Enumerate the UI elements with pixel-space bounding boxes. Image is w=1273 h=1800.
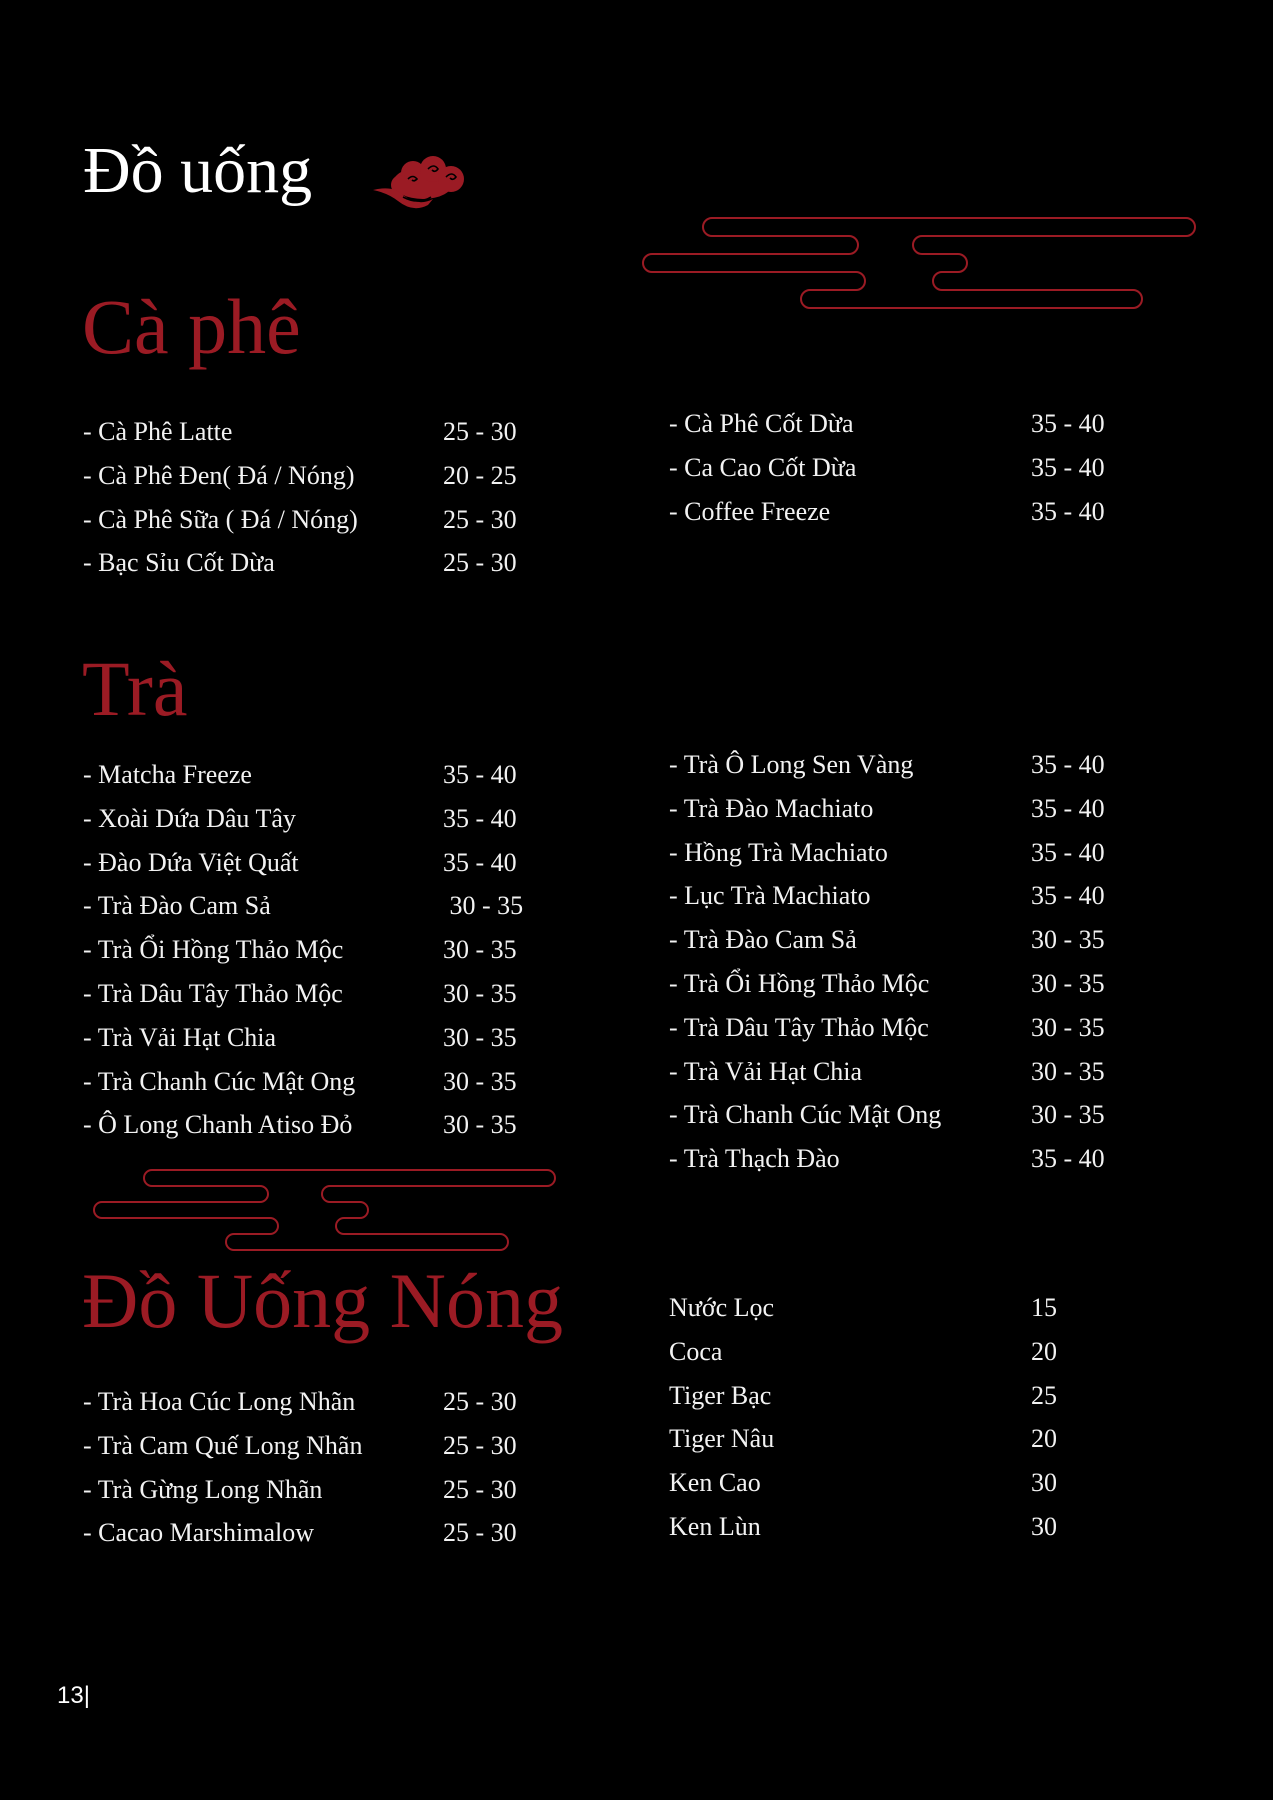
menu-item-name: Ken Lùn xyxy=(669,1511,761,1541)
menu-item-name: - Trà Đào Cam Sả xyxy=(83,891,271,921)
menu-item-name: - Cà Phê Đen( Đá / Nóng) xyxy=(83,460,355,490)
menu-item-price: 35 - 40 xyxy=(1031,793,1105,823)
menu-item-price: 30 - 35 xyxy=(443,1110,517,1140)
menu-item-price: 30 xyxy=(1031,1468,1057,1498)
menu-item-name: - Trà Vải Hạt Chia xyxy=(83,1022,277,1052)
section-heading-tea: Trà xyxy=(82,645,188,732)
menu-item-name: - Cacao Marshimalow xyxy=(83,1518,315,1548)
menu-item-price: 30 - 35 xyxy=(1031,925,1105,955)
menu-item-name: - Hồng Trà Machiato xyxy=(669,837,888,867)
menu-item-price: 30 - 35 xyxy=(1031,1012,1105,1042)
menu-item-name: - Bạc Sỉu Cốt Dừa xyxy=(83,548,275,578)
page-title: Đồ uống xyxy=(83,134,313,207)
menu-item-name: - Trà Dâu Tây Thảo Mộc xyxy=(83,978,343,1008)
menu-item-price: 25 - 30 xyxy=(443,1430,517,1460)
menu-item-name: - Cà Phê Cốt Dừa xyxy=(669,409,854,438)
menu-item-name: Nước Lọc xyxy=(669,1293,775,1322)
page-number: 13| xyxy=(57,1682,90,1709)
menu-item-price: 30 - 35 xyxy=(443,978,517,1008)
menu-item-price: 25 - 30 xyxy=(443,417,517,446)
menu-item-price: 30 - 35 xyxy=(443,1066,517,1096)
menu-item-price: 35 - 40 xyxy=(1031,881,1105,911)
menu-item-price: 20 - 25 xyxy=(443,460,517,490)
menu-item-name: - Trà Chanh Cúc Mật Ong xyxy=(669,1100,942,1130)
menu-item-price: 30 xyxy=(1031,1511,1057,1541)
menu-item-name: - Trà Cam Quế Long Nhãn xyxy=(83,1430,363,1460)
cloud-band-bottom-decoration xyxy=(92,1166,562,1250)
menu-item-price: 25 - 30 xyxy=(443,504,517,534)
menu-item-price: 35 - 40 xyxy=(1031,496,1105,526)
menu-item-name: - Trà Vải Hạt Chia xyxy=(669,1056,863,1086)
menu-item-name: - Matcha Freeze xyxy=(83,760,252,789)
menu-item-price: 25 - 30 xyxy=(443,1387,517,1416)
menu-item-name: - Trà Ổi Hồng Thảo Mộc xyxy=(669,968,930,998)
menu-item-name: Coca xyxy=(669,1336,723,1366)
menu-item-price: 20 xyxy=(1031,1336,1057,1366)
menu-item-price: 35 - 40 xyxy=(1031,452,1105,482)
menu-item-name: - Lục Trà Machiato xyxy=(669,881,871,911)
menu-item-price: 20 xyxy=(1031,1424,1057,1454)
menu-item-price: 25 xyxy=(1031,1380,1057,1410)
menu-item-price: 35 - 40 xyxy=(1031,409,1105,438)
menu-item-price: 25 - 30 xyxy=(443,1474,517,1504)
menu-item-price: 30 - 35 xyxy=(443,1022,517,1052)
menu-item-price: 15 xyxy=(1031,1293,1057,1322)
menu-item-price: 35 - 40 xyxy=(443,760,517,789)
menu-item-name: - Coffee Freeze xyxy=(669,496,831,526)
menu-item-name: - Đào Dứa Việt Quất xyxy=(83,847,299,877)
menu-item-price: 35 - 40 xyxy=(1031,750,1105,779)
menu-item-name: - Trà Thạch Đào xyxy=(669,1144,840,1174)
menu-item-name: - Trà Đào Cam Sả xyxy=(669,925,857,955)
menu-item-name: Tiger Nâu xyxy=(669,1424,775,1454)
menu-item-name: - Trà Ổi Hồng Thảo Mộc xyxy=(83,935,344,965)
menu-item-name: - Cà Phê Sữa ( Đá / Nóng) xyxy=(83,504,358,534)
menu-item-name: - Trà Chanh Cúc Mật Ong xyxy=(83,1066,356,1096)
menu-item-name: - Trà Ô Long Sen Vàng xyxy=(669,750,914,779)
menu-item-name: - Cà Phê Latte xyxy=(83,417,233,446)
menu-item-price: 25 - 30 xyxy=(443,1518,517,1548)
menu-item-price: 30 - 35 xyxy=(443,935,517,965)
cloud-ornament-icon xyxy=(373,155,468,211)
menu-item-name: - Ô Long Chanh Atiso Đỏ xyxy=(83,1110,353,1140)
section-heading-hot-drinks: Đồ Uống Nóng xyxy=(82,1257,563,1344)
menu-item-price: 30 - 35 xyxy=(1031,1100,1105,1130)
menu-item-price: 35 - 40 xyxy=(443,803,517,833)
cloud-band-top-decoration xyxy=(640,214,1200,310)
section-heading-coffee: Cà phê xyxy=(82,283,301,370)
menu-item-name: - Xoài Dứa Dâu Tây xyxy=(83,803,296,833)
menu-item-name: Ken Cao xyxy=(669,1468,761,1498)
menu-item-name: - Trà Đào Machiato xyxy=(669,793,874,823)
menu-item-name: - Trà Dâu Tây Thảo Mộc xyxy=(669,1012,929,1042)
menu-item-name: Tiger Bạc xyxy=(669,1380,772,1410)
menu-item-price: 35 - 40 xyxy=(1031,837,1105,867)
menu-item-price: 30 - 35 xyxy=(1031,968,1105,998)
menu-item-price: 35 - 40 xyxy=(443,847,517,877)
menu-item-price: 35 - 40 xyxy=(1031,1144,1105,1174)
menu-item-name: - Trà Hoa Cúc Long Nhãn xyxy=(83,1387,356,1416)
menu-item-price: 25 - 30 xyxy=(443,548,517,578)
menu-item-name: - Ca Cao Cốt Dừa xyxy=(669,452,857,482)
menu-item-price: 30 - 35 xyxy=(1031,1056,1105,1086)
menu-item-name: - Trà Gừng Long Nhãn xyxy=(83,1474,323,1504)
menu-item-price: 30 - 35 xyxy=(443,891,524,921)
